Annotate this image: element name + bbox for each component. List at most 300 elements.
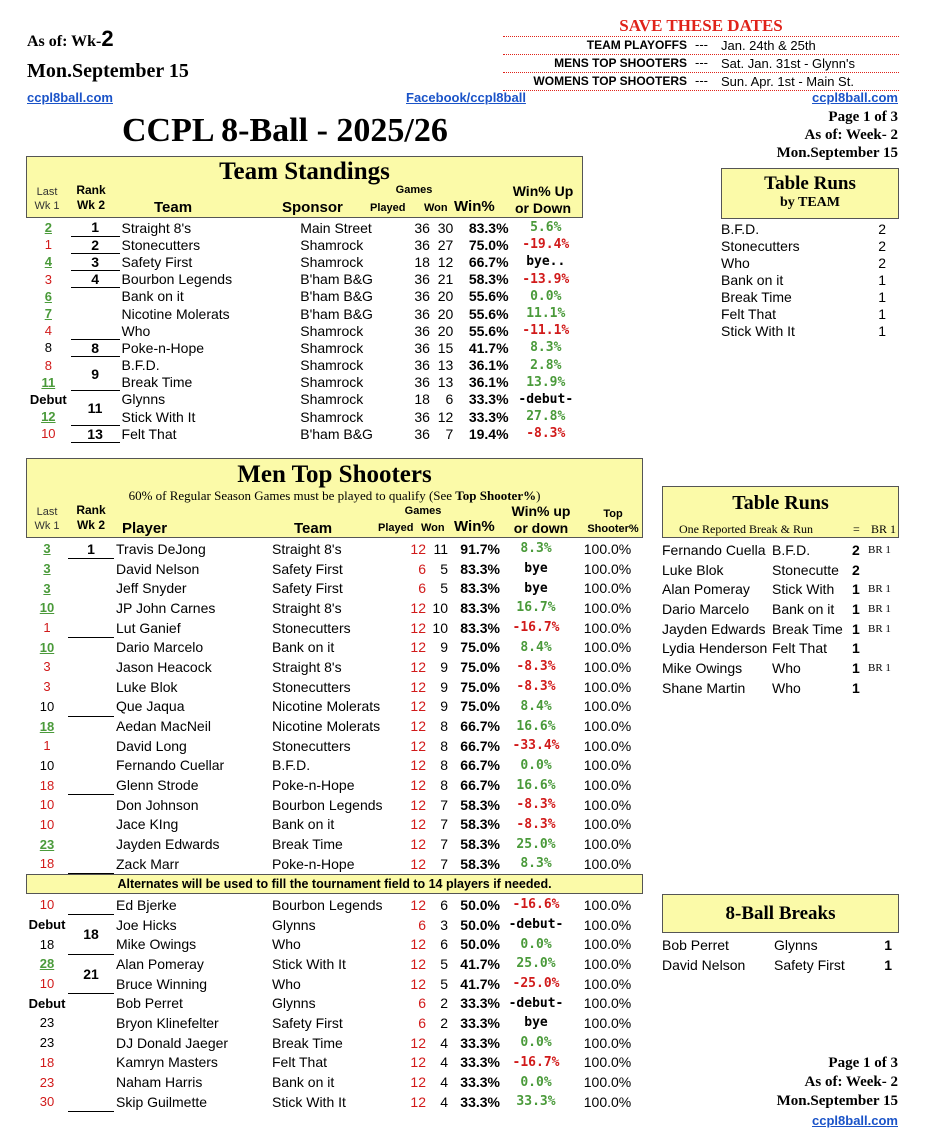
site-link-left[interactable]: ccpl8ball.com <box>27 90 113 105</box>
save-date-label: TEAM PLAYOFFS <box>586 38 687 52</box>
games-played: 18 <box>414 391 430 408</box>
player-run-count: 1 <box>852 600 860 617</box>
win-pct-change: 8.3% <box>520 856 552 872</box>
games-played: 12 <box>410 698 426 715</box>
games-won: 9 <box>440 658 448 675</box>
games-won: 2 <box>440 1014 448 1031</box>
player-run-row <box>662 658 899 678</box>
win-pct: 66.7% <box>460 718 500 735</box>
last-week-rank: Debut <box>28 995 66 1011</box>
top-shooter-pct: 100.0% <box>583 580 632 597</box>
win-pct-change: -11.1% <box>522 323 570 339</box>
win-pct: 58.3% <box>460 855 500 872</box>
player-run-count: 1 <box>852 581 860 598</box>
player-name: Jeff Snyder <box>116 580 187 597</box>
player-run-br <box>868 638 899 658</box>
win-pct-change: 16.6% <box>516 777 556 793</box>
sponsor-name: Shamrock <box>300 408 364 425</box>
player-run-team: Bank on it <box>772 600 835 617</box>
win-pct: 50.0% <box>460 896 500 913</box>
player-run-team: Stonecutte <box>772 561 839 578</box>
last-week-rank: 3 <box>44 271 52 287</box>
team-name: Felt That <box>121 425 177 442</box>
games-won: 5 <box>440 975 448 992</box>
current-rank: 4 <box>71 271 120 288</box>
player-name: Bryon Klinefelter <box>116 1014 219 1031</box>
current-rank <box>68 716 114 795</box>
games-won: 12 <box>437 253 454 270</box>
shooter-row <box>26 895 643 915</box>
player-name: David Nelson <box>116 560 200 577</box>
save-date-label: MENS TOP SHOOTERS <box>554 56 687 70</box>
win-pct: 41.7% <box>460 975 500 992</box>
team-run-count: 2 <box>878 237 886 254</box>
win-pct: 83.3% <box>460 580 500 597</box>
team-run-row <box>721 288 886 305</box>
shooter-row <box>26 1053 643 1073</box>
shooters-colheads <box>26 503 643 538</box>
sponsor-name: B'ham B&G <box>300 425 373 442</box>
win-pct: 36.1% <box>468 374 509 391</box>
games-played: 12 <box>410 796 426 813</box>
site-link-right[interactable]: ccpl8ball.com <box>812 90 898 105</box>
current-rank <box>68 993 114 1111</box>
team-run-count: 1 <box>878 288 886 305</box>
player-runs-list <box>662 540 899 698</box>
as-of-text: As of: Wk- <box>27 33 102 50</box>
save-date-value: Jan. 24th & 25th <box>721 38 816 53</box>
shooter-row <box>26 559 643 579</box>
last-week-rank: 3 <box>43 679 51 695</box>
player-name: Skip Guilmette <box>116 1093 208 1110</box>
top-shooter-pct: 100.0% <box>583 737 632 754</box>
games-played: 12 <box>410 816 426 833</box>
break-row <box>662 955 892 975</box>
shooter-row <box>26 934 643 954</box>
player-team: Poke-n-Hope <box>272 777 355 794</box>
team-run-team: Stick With It <box>721 322 795 339</box>
top-shooter-pct: 100.0% <box>583 1093 632 1110</box>
games-played: 12 <box>410 836 426 853</box>
win-pct-change: bye <box>524 580 548 596</box>
player-run-count: 2 <box>852 541 860 558</box>
win-pct: 33.3% <box>460 1074 500 1091</box>
player-team: Who <box>272 936 301 953</box>
player-team: Straight 8's <box>272 599 342 616</box>
last-week-rank: 1 <box>43 738 51 754</box>
games-won: 15 <box>437 339 454 356</box>
last-week-rank: 12 <box>41 409 56 425</box>
shooter-row <box>26 1033 643 1053</box>
player-name: Mike Owings <box>116 936 197 953</box>
games-played: 12 <box>410 619 426 636</box>
team-standings-title: Team Standings <box>219 158 390 185</box>
save-date-label: WOMENS TOP SHOOTERS <box>533 74 687 88</box>
last-week-rank: 28 <box>39 956 55 972</box>
as-of-label <box>27 26 114 52</box>
last-week-rank: 6 <box>44 288 52 304</box>
top-shooter-pct: 100.0% <box>583 658 632 675</box>
team-name: Who <box>121 322 151 339</box>
shooter-row <box>26 677 643 697</box>
save-dates-list <box>503 37 899 91</box>
games-played: 36 <box>414 219 430 236</box>
team-runs-title: Table Runs <box>764 173 856 194</box>
games-won: 6 <box>440 896 448 913</box>
player-run-br: BR 1 <box>868 583 891 596</box>
win-pct: 36.1% <box>468 357 509 374</box>
games-won: 13 <box>437 374 454 391</box>
win-pct: 41.7% <box>468 339 509 356</box>
player-run-name: Jayden Edwards <box>662 620 766 637</box>
player-run-count: 2 <box>852 561 860 578</box>
games-played: 18 <box>414 253 430 270</box>
player-run-row <box>662 540 899 560</box>
games-played: 36 <box>414 305 430 322</box>
last-week-rank: Debut <box>28 917 66 933</box>
top-shooter-pct: 100.0% <box>583 599 632 616</box>
player-team: Glynns <box>272 916 316 933</box>
win-pct: 83.3% <box>460 599 500 616</box>
sponsor-name: Shamrock <box>300 253 364 270</box>
win-pct-change: 8.3% <box>530 340 562 356</box>
current-rank: 3 <box>71 253 120 270</box>
break-count: 1 <box>884 957 892 973</box>
current-rank: 8 <box>71 339 120 356</box>
sponsor-name: Shamrock <box>300 322 364 339</box>
break-team: Safety First <box>774 957 845 973</box>
team-run-count: 2 <box>878 220 886 237</box>
games-won: 4 <box>440 1034 448 1051</box>
footer-date: Mon.September 15 <box>776 1093 898 1109</box>
top-shooter-pct: 100.0% <box>583 639 632 656</box>
alternates-rows <box>26 895 643 1112</box>
last-week-rank: 3 <box>43 580 51 596</box>
sh-col-team: Team <box>294 520 333 537</box>
player-run-name: Lydia Henderson <box>662 640 768 657</box>
win-pct: 50.0% <box>460 916 500 933</box>
save-dates-title: SAVE THESE DATES <box>503 16 899 37</box>
win-pct-change: -25.0% <box>512 976 560 992</box>
team-run-team: Break Time <box>721 288 792 305</box>
games-won: 27 <box>437 236 454 253</box>
current-rank: 21 <box>68 954 114 993</box>
games-won: 5 <box>440 955 448 972</box>
win-pct-change: 8.4% <box>520 639 552 655</box>
win-pct: 33.3% <box>468 391 509 408</box>
team-run-team: Felt That <box>721 305 776 322</box>
last-week-rank: 10 <box>39 639 55 655</box>
player-run-br: BR 1 <box>868 602 891 615</box>
win-pct-change: -16.7% <box>512 620 560 636</box>
win-pct-change: -8.3% <box>516 659 556 675</box>
games-played: 36 <box>414 322 430 339</box>
win-pct: 75.0% <box>468 236 509 253</box>
top-shooter-pct: 100.0% <box>583 540 632 557</box>
player-team: Stick With It <box>272 955 346 972</box>
player-runs-eq: = <box>853 522 860 536</box>
shooters-rows <box>26 539 643 874</box>
player-name: Jace KIng <box>116 816 179 833</box>
win-pct-change: 13.9% <box>526 374 566 390</box>
top-shooter-pct: 100.0% <box>583 698 632 715</box>
player-name: Travis DeJong <box>116 540 206 557</box>
win-pct-change: bye <box>524 1015 548 1031</box>
player-run-count: 1 <box>852 620 860 637</box>
games-played: 12 <box>410 1074 426 1091</box>
report-date: Mon.September 15 <box>27 60 189 82</box>
save-date-sep: --- <box>695 73 708 88</box>
current-rank: 18 <box>68 915 114 954</box>
player-run-team: Break Time <box>772 620 843 637</box>
player-run-br <box>868 678 899 698</box>
player-name: Don Johnson <box>116 796 199 813</box>
page-number: Page 1 of 3 <box>828 109 898 125</box>
games-won: 3 <box>440 916 448 933</box>
win-pct: 33.3% <box>460 1014 500 1031</box>
win-pct-change: 25.0% <box>516 836 556 852</box>
team-name: Stick With It <box>121 408 196 425</box>
facebook-link[interactable]: Facebook/ccpl8ball <box>406 90 526 105</box>
last-week-rank: 10 <box>39 816 55 832</box>
win-pct: 41.7% <box>460 955 500 972</box>
top-shooter-pct: 100.0% <box>583 896 632 913</box>
player-run-br <box>868 560 899 580</box>
sponsor-name: Shamrock <box>300 374 364 391</box>
sponsor-name: Shamrock <box>300 236 364 253</box>
player-team: Stick With It <box>272 1093 346 1110</box>
last-week-rank: 3 <box>43 659 51 675</box>
games-played: 12 <box>410 1034 426 1051</box>
games-won: 7 <box>440 816 448 833</box>
games-won: 7 <box>440 796 448 813</box>
games-won: 10 <box>432 599 448 616</box>
sh-col-last: Last Wk 1 <box>34 506 60 532</box>
last-week-rank: 18 <box>39 777 55 793</box>
sh-col-top: Top Shooter% <box>587 508 639 535</box>
player-run-count: 1 <box>852 659 860 676</box>
games-played: 36 <box>414 288 430 305</box>
team-name: Poke-n-Hope <box>121 339 205 356</box>
shooter-row <box>26 974 643 994</box>
win-pct: 75.0% <box>460 658 500 675</box>
team-name: B.F.D. <box>121 357 160 374</box>
top-shooter-pct: 100.0% <box>583 619 632 636</box>
team-run-team: Bank on it <box>721 271 784 288</box>
team-row <box>26 288 583 305</box>
player-run-team: Stick With <box>772 581 835 598</box>
player-team: Safety First <box>272 580 343 597</box>
col-last: Last Wk 1 <box>34 186 60 212</box>
games-played: 6 <box>418 560 426 577</box>
shooter-row <box>26 657 643 677</box>
win-pct: 50.0% <box>460 936 500 953</box>
win-pct-change: 11.1% <box>526 306 566 322</box>
player-name: Naham Harris <box>116 1074 203 1091</box>
top-shooter-pct: 100.0% <box>583 1034 632 1051</box>
win-pct-change: -debut- <box>508 995 564 1011</box>
games-won: 7 <box>440 855 448 872</box>
last-week-rank: 10 <box>39 897 55 913</box>
last-week-rank: 3 <box>43 541 51 557</box>
win-pct-change: -16.6% <box>512 897 560 913</box>
col-sponsor: Sponsor <box>282 199 343 216</box>
win-pct: 55.6% <box>468 305 509 322</box>
shooter-row <box>26 598 643 618</box>
shooters-title: Men Top Shooters <box>237 461 432 488</box>
save-date-sep: --- <box>695 55 708 70</box>
win-pct-change: 27.8% <box>526 409 566 425</box>
last-week-rank: 30 <box>39 1094 55 1110</box>
last-week-rank: 11 <box>41 374 56 390</box>
win-pct: 66.7% <box>460 777 500 794</box>
player-name: Dario Marcelo <box>116 639 204 656</box>
games-won: 5 <box>440 560 448 577</box>
games-won: 11 <box>433 540 448 557</box>
footer-link[interactable]: ccpl8ball.com <box>812 1113 898 1128</box>
date-right: Mon.September 15 <box>776 145 898 161</box>
games-won: 20 <box>437 322 454 339</box>
team-run-team: Who <box>721 254 750 271</box>
page-info-top <box>777 108 898 162</box>
games-played: 12 <box>410 855 426 872</box>
shooter-row <box>26 756 643 776</box>
shooters-table-wrap <box>26 539 643 874</box>
top-shooter-pct: 100.0% <box>583 836 632 853</box>
win-pct-change: 0.0% <box>520 936 552 952</box>
team-run-count: 1 <box>878 271 886 288</box>
win-pct-change: -8.3% <box>516 797 556 813</box>
team-row <box>26 219 583 236</box>
games-played: 12 <box>410 896 426 913</box>
player-run-team: Who <box>772 679 801 696</box>
games-won: 4 <box>440 1054 448 1071</box>
win-pct: 91.7% <box>460 540 500 557</box>
games-won: 4 <box>440 1093 448 1110</box>
games-played: 6 <box>418 916 426 933</box>
games-played: 6 <box>418 1014 426 1031</box>
team-runs-rows <box>721 220 886 339</box>
win-pct: 58.3% <box>460 796 500 813</box>
shooter-row <box>26 954 643 974</box>
player-name: Zack Marr <box>116 855 179 872</box>
player-run-row <box>662 619 899 639</box>
player-team: Bank on it <box>272 1074 335 1091</box>
last-week-rank: 18 <box>39 1054 55 1070</box>
col-played: Played <box>370 202 406 214</box>
games-played: 36 <box>414 425 430 442</box>
player-team: Break Time <box>272 1034 343 1051</box>
last-week-rank: 2 <box>44 220 52 236</box>
last-week-rank: 1 <box>43 620 51 636</box>
team-name: Nicotine Molerats <box>121 305 230 322</box>
sponsor-name: Shamrock <box>300 391 364 408</box>
games-played: 12 <box>410 599 426 616</box>
player-name: Bruce Winning <box>116 975 208 992</box>
save-date-row <box>503 55 899 73</box>
save-dates-box <box>503 16 899 91</box>
save-date-value: Sat. Jan. 31st - Glynn's <box>721 56 855 71</box>
last-week-rank: 10 <box>39 757 55 773</box>
games-played: 12 <box>410 639 426 656</box>
player-run-name: Fernando Cuella <box>662 541 766 558</box>
player-run-br: BR 1 <box>868 661 891 674</box>
win-pct-change: 0.0% <box>520 757 552 773</box>
player-run-team: B.F.D. <box>772 541 811 558</box>
sh-col-updown: Win% up or down <box>511 503 571 536</box>
player-name: Bob Perret <box>116 995 183 1012</box>
team-name: Glynns <box>121 391 166 408</box>
games-won: 9 <box>440 698 448 715</box>
player-name: Glenn Strode <box>116 777 199 794</box>
player-run-row <box>662 638 899 658</box>
player-run-name: Dario Marcelo <box>662 600 750 617</box>
player-team: Straight 8's <box>272 658 342 675</box>
last-week-rank: 8 <box>44 357 52 373</box>
win-pct: 58.3% <box>460 816 500 833</box>
alternates-table-wrap <box>26 895 643 1112</box>
win-pct-change: -13.9% <box>522 271 570 287</box>
win-pct: 19.4% <box>468 425 509 442</box>
win-pct-change: bye <box>524 561 548 577</box>
shooter-row <box>26 1072 643 1092</box>
player-team: Stonecutters <box>272 678 351 695</box>
player-team: Glynns <box>272 995 316 1012</box>
player-team: Bourbon Legends <box>272 896 383 913</box>
team-row <box>26 339 583 356</box>
current-rank <box>68 895 114 915</box>
last-week-rank: 18 <box>39 718 55 734</box>
shooter-row <box>26 815 643 835</box>
player-team: Bank on it <box>272 816 335 833</box>
player-team: Bank on it <box>272 639 335 656</box>
games-played: 12 <box>410 678 426 695</box>
team-standings-rows <box>26 219 583 443</box>
games-won: 7 <box>440 836 448 853</box>
games-played: 36 <box>414 374 430 391</box>
games-played: 12 <box>410 718 426 735</box>
win-pct-change: -debut- <box>508 917 564 933</box>
games-played: 12 <box>410 777 426 794</box>
player-run-br: BR 1 <box>868 543 891 556</box>
win-pct: 55.6% <box>468 288 509 305</box>
games-won: 20 <box>437 305 454 322</box>
top-shooter-pct: 100.0% <box>583 718 632 735</box>
last-week-rank: 10 <box>41 426 56 442</box>
sponsor-name: B'ham B&G <box>300 288 373 305</box>
games-won: 9 <box>440 639 448 656</box>
team-name: Stonecutters <box>121 236 201 253</box>
top-shooter-pct: 100.0% <box>583 995 632 1012</box>
footer-page: Page 1 of 3 <box>828 1055 898 1071</box>
shooter-row <box>26 1013 643 1033</box>
sh-col-games: Games <box>404 505 442 517</box>
last-week-rank: 23 <box>39 836 55 852</box>
player-run-row <box>662 560 899 580</box>
team-run-row <box>721 220 886 237</box>
win-pct-change: -debut- <box>518 391 574 407</box>
save-date-value: Sun. Apr. 1st - Main St. <box>721 74 854 89</box>
win-pct-change: 5.6% <box>530 220 562 236</box>
current-rank <box>68 637 114 716</box>
win-pct: 83.3% <box>460 619 500 636</box>
page-title: CCPL 8-Ball - 2025/26 <box>122 112 448 149</box>
player-team: Nicotine Molerats <box>272 718 381 735</box>
col-updown: Win% Up or Down <box>512 183 574 216</box>
win-pct-change: bye.. <box>526 254 566 270</box>
top-shooter-pct: 100.0% <box>583 1014 632 1031</box>
player-name: Que Jaqua <box>116 698 185 715</box>
